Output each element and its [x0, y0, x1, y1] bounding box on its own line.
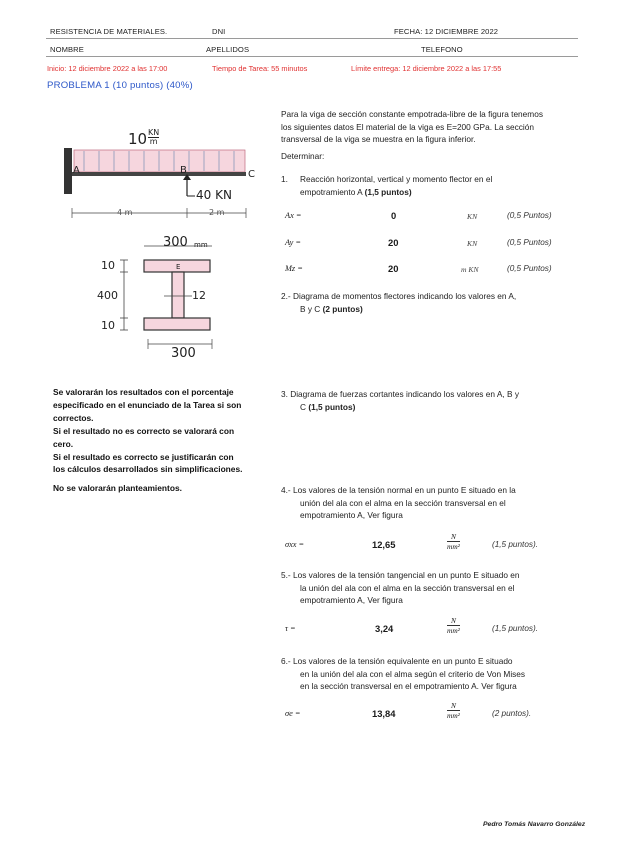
- question-2: [281, 290, 581, 315]
- section-width-bottom: 300: [171, 346, 196, 361]
- criteria-line-5: cero.: [53, 438, 74, 449]
- start-time: Inicio: 12 diciembre 2022 a las 17:00: [47, 64, 168, 73]
- span-2: 2 m: [209, 208, 225, 217]
- question-6-line-2: en la unión del ala con el alma según el criterio de Von Mises: [300, 668, 526, 679]
- load-arrows: [74, 150, 245, 172]
- tau-unit: [447, 616, 460, 635]
- question-4: [281, 484, 581, 522]
- tau-value: 3,24: [375, 623, 394, 634]
- sigma-e-unit-den: mm²: [447, 711, 460, 720]
- sigma-xx-label: σxx =: [285, 540, 305, 549]
- question-3: [281, 388, 581, 413]
- web-height: 400: [97, 289, 118, 302]
- header-subject: RESISTENCIA DE MATERIALES.: [50, 27, 168, 36]
- question-6: [281, 655, 581, 693]
- question-5-line-3: empotramiento A, Ver figura: [300, 595, 403, 606]
- ay-label: Ay =: [285, 238, 301, 247]
- sigma-xx-value: 12,65: [372, 539, 396, 550]
- header-dni: DNI: [212, 27, 226, 36]
- sigma-e-unit: [447, 701, 460, 720]
- criteria-line-3: correctos.: [53, 412, 94, 423]
- deadline: Límite entrega: 12 diciembre 2022 a las 17:55: [351, 64, 502, 73]
- web: [172, 272, 184, 318]
- author-signature: Pedro Tomás Navarro González: [483, 821, 586, 828]
- header-surname: APELLIDOS: [206, 45, 250, 54]
- span-1: 4 m: [117, 208, 133, 217]
- fixed-support-wall: [64, 148, 72, 194]
- point-load-label: 40 KN: [196, 188, 232, 202]
- load-unit-num: KN: [148, 128, 160, 137]
- section-width-top: 300: [163, 235, 188, 250]
- sigma-xx-unit: [447, 532, 460, 551]
- mz-label: Mz =: [285, 264, 303, 273]
- flange-thickness-bottom: 10: [101, 319, 115, 332]
- ax-unit: KN: [467, 212, 478, 221]
- section-width-unit: mm: [194, 241, 208, 249]
- intro-line-3: transversal de la viga se muestra en la figura inferior.: [281, 134, 476, 145]
- ay-unit: KN: [467, 239, 478, 248]
- question-5-line-1: 5.- Los valores de la tensión tangencial en un punto E situado en: [281, 570, 520, 580]
- load-unit: [148, 129, 159, 146]
- header-phone: TELEFONO: [421, 45, 463, 54]
- criteria-line-8: No se valorarán planteamientos.: [53, 483, 182, 494]
- question-2-line-1: 2.- Diagrama de momentos flectores indicando los valores en A,: [281, 291, 517, 301]
- ax-value: 0: [391, 210, 397, 221]
- intro-block: [281, 108, 581, 162]
- sigma-e-value: 13,84: [372, 708, 396, 719]
- ay-points: (0,5 Puntos): [507, 238, 552, 247]
- question-3-line-2: C: [300, 401, 306, 412]
- cross-section-diagram: [96, 240, 236, 365]
- question-5: [281, 569, 581, 607]
- load-value: 10: [128, 130, 148, 148]
- beam-diagram: [58, 124, 268, 224]
- task-duration: Tiempo de Tarea: 55 minutos: [212, 64, 308, 73]
- intro-line-1: Para la viga de sección constante empotrada-libre de la figura tenemos: [281, 109, 543, 119]
- criteria-line-2: especificado en el enunciado de la Tarea si son: [53, 399, 242, 410]
- beam-body: [72, 172, 246, 176]
- ax-label: Ax =: [285, 211, 302, 220]
- question-4-line-3: empotramiento A, Ver figura: [300, 510, 403, 521]
- question-1: [281, 173, 581, 198]
- question-1-line-1: Reacción horizontal, vertical y momento flector en el: [300, 174, 493, 184]
- question-1-points: (1,5 puntos): [364, 186, 412, 197]
- tau-points: (1,5 puntos).: [492, 624, 538, 633]
- load-unit-den: m: [149, 137, 158, 146]
- question-6-line-1: 6.- Los valores de la tensión equivalente en un punto E situado: [281, 656, 513, 666]
- web-thickness: 12: [192, 289, 206, 302]
- label-c: C: [248, 169, 255, 180]
- ay-value: 20: [388, 237, 399, 248]
- question-5-line-2: la unión del ala con el alma en la sección transversal en el: [300, 582, 515, 593]
- flange-thickness-top: 10: [101, 259, 115, 272]
- evaluation-criteria: [53, 386, 273, 495]
- mz-value: 20: [388, 263, 399, 274]
- sigma-xx-unit-num: N: [447, 532, 460, 542]
- distributed-load-area: [74, 150, 245, 172]
- tau-label: τ =: [285, 624, 296, 633]
- intro-line-2: los siguientes datos El material de la viga es E=200 GPa. La sección: [281, 121, 534, 132]
- sigma-e-label: σe =: [285, 709, 301, 718]
- criteria-line-1: Se valorarán los resultados con el porcentaje: [53, 387, 234, 397]
- criteria-line-7: los cálculos desarrollados sin simplificaciones.: [53, 464, 243, 475]
- question-2-line-2: B y C: [300, 303, 321, 314]
- ax-points: (0,5 Puntos): [507, 211, 552, 220]
- question-3-points: (1,5 puntos): [308, 401, 356, 412]
- header-divider: [46, 38, 578, 39]
- criteria-line-6: Si el resultado es correcto se justificarán con: [53, 451, 234, 462]
- label-a: A: [73, 165, 80, 176]
- sigma-e-points: (2 puntos).: [492, 709, 532, 718]
- mz-points: (0,5 Puntos): [507, 264, 552, 273]
- tau-unit-num: N: [447, 616, 460, 626]
- question-2-points: (2 puntos): [322, 303, 363, 314]
- determinar-label: Determinar:: [281, 150, 325, 161]
- header-name: NOMBRE: [50, 45, 84, 54]
- mz-unit: m KN: [461, 265, 479, 274]
- sigma-xx-points: (1,5 puntos).: [492, 540, 538, 549]
- problem-title: PROBLEMA 1 (10 puntos) (40%): [47, 80, 193, 91]
- question-6-line-3: en la sección transversal en el empotramiento A. Ver figura: [300, 681, 517, 692]
- question-1-line-2: empotramiento A: [300, 186, 363, 197]
- question-4-line-1: 4.- Los valores de la tensión normal en un punto E situado en la: [281, 485, 516, 495]
- label-b: B: [180, 165, 187, 176]
- tau-unit-den: mm²: [447, 626, 460, 635]
- header-divider-2: [46, 56, 578, 57]
- sigma-xx-unit-den: mm²: [447, 542, 460, 551]
- question-1-number: 1.: [281, 174, 288, 184]
- question-3-line-1: 3. Diagrama de fuerzas cortantes indicando los valores en A, B y: [281, 389, 519, 399]
- header-date: FECHA: 12 DICIEMBRE 2022: [394, 27, 499, 36]
- criteria-line-4: Si el resultado no es correcto se valorará con: [53, 425, 235, 436]
- label-e: E: [176, 263, 181, 271]
- bottom-flange: [144, 318, 210, 330]
- sigma-e-unit-num: N: [447, 701, 460, 711]
- question-4-line-2: unión del ala con el alma en la sección transversal en el: [300, 497, 506, 508]
